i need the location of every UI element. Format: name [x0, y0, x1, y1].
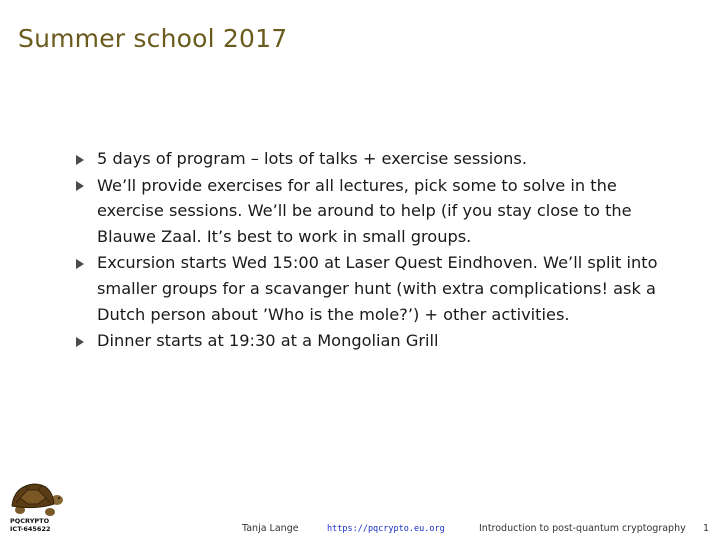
bullet-triangle-icon: [76, 337, 84, 347]
logo-line-2: ICT-645622: [10, 524, 51, 533]
bullet-item: [74, 328, 674, 354]
bullet-list: [74, 146, 674, 355]
bullet-triangle-icon: [76, 259, 84, 269]
bullet-item: [74, 173, 674, 250]
logo-line-1: PQCRYPTO: [10, 517, 50, 525]
logo-text: [10, 518, 51, 533]
footer-author: Tanja Lange: [242, 523, 299, 534]
bullet-triangle-icon: [76, 181, 84, 191]
bullet-text: Dinner starts at 19:30 at a Mongolian Grill: [97, 331, 439, 351]
footer-url-link[interactable]: https://pqcrypto.eu.org: [327, 524, 445, 534]
footer-talk-title: Introduction to post-quantum cryptography: [479, 523, 686, 534]
slide-title: Summer school 2017: [18, 24, 288, 53]
bullet-item: [74, 146, 674, 172]
footer-page-number: 1: [703, 523, 710, 534]
bullet-item: [74, 250, 674, 327]
bullet-text: Excursion starts Wed 15:00 at Laser Quest Eindhoven. We’ll split into smaller groups for a scavanger hunt (with extra complications! ask a Dutch person about ’Who is the mole?’) + other activities.: [97, 253, 658, 324]
bullet-text: 5 days of program – lots of talks + exercise sessions.: [97, 149, 527, 168]
bullet-text: We’ll provide exercises for all lectures, pick some to solve in the exercise sessions. We’ll be around to help (if you stay close to the Blauwe Zaal. It’s best to work in small groups.: [97, 175, 632, 246]
bullet-triangle-icon: [76, 155, 84, 165]
